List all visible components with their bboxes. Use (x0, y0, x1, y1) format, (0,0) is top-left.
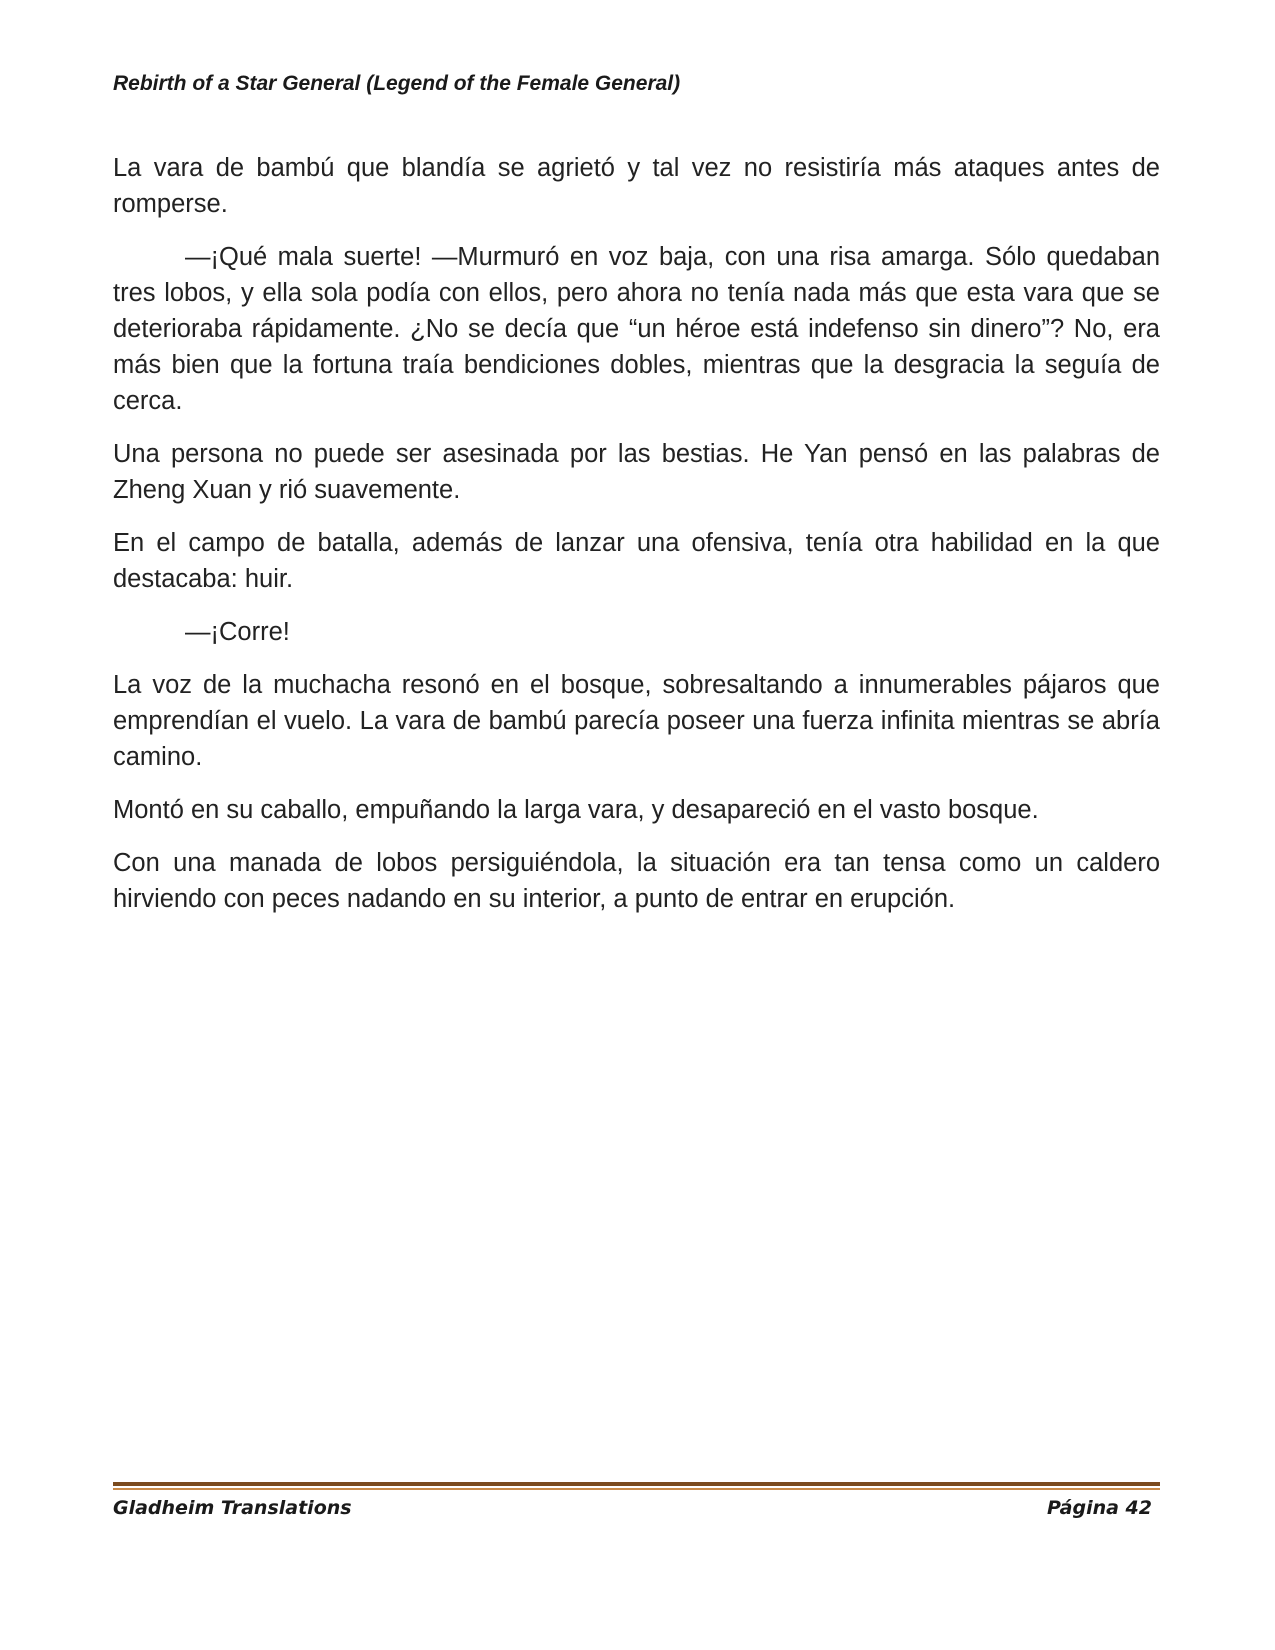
paragraph-7: Montó en su caballo, empuñando la larga vara, y desapareció en el vasto bosque. (113, 796, 1039, 824)
footer-divider (113, 1482, 1160, 1491)
paragraph-8: Con una manada de lobos persiguiéndola, la situación era tan tensa como un caldero hirviendo con peces nadando en su interior, a punto de entrar en erupción. (113, 849, 1160, 913)
paragraph-2: —¡Qué mala suerte! —Murmuró en voz baja, con una risa amarga. Sólo quedaban tres lobos, y ella sola podía con ellos, pero ahora no tenía nada más que esta vara que se deterioraba rápidamente. ¿No se decía que “un héroe está indefenso sin dinero”? No, era más bien que la fortuna traía bendiciones dobles, mientras que la desgracia la seguía de cerca. (113, 243, 1160, 415)
paragraph-3: Una persona no puede ser asesinada por las bestias. He Yan pensó en las palabras de Zheng Xuan y rió suavemente. (113, 440, 1160, 504)
paragraph-1: La vara de bambú que blandía se agrietó y tal vez no resistiría más ataques antes de romperse. (113, 154, 1160, 218)
footer-divider-thin (113, 1488, 1160, 1490)
paragraph-5: —¡Corre! (185, 618, 290, 646)
paragraph-4: En el campo de batalla, además de lanzar una ofensiva, tenía otra habilidad en la que destacaba: huir. (113, 529, 1160, 593)
footer-publisher: Gladheim Translations (113, 1497, 352, 1519)
paragraph-6: La voz de la muchacha resonó en el bosque, sobresaltando a innumerables pájaros que emprendían el vuelo. La vara de bambú parecía poseer una fuerza infinita mientras se abría camino. (113, 671, 1160, 771)
running-header-title: Rebirth of a Star General (Legend of the Female General) (113, 72, 681, 95)
body-text (113, 150, 1160, 934)
footer-page-number: Página 42 (1046, 1497, 1152, 1519)
footer-divider-thick (113, 1482, 1160, 1486)
